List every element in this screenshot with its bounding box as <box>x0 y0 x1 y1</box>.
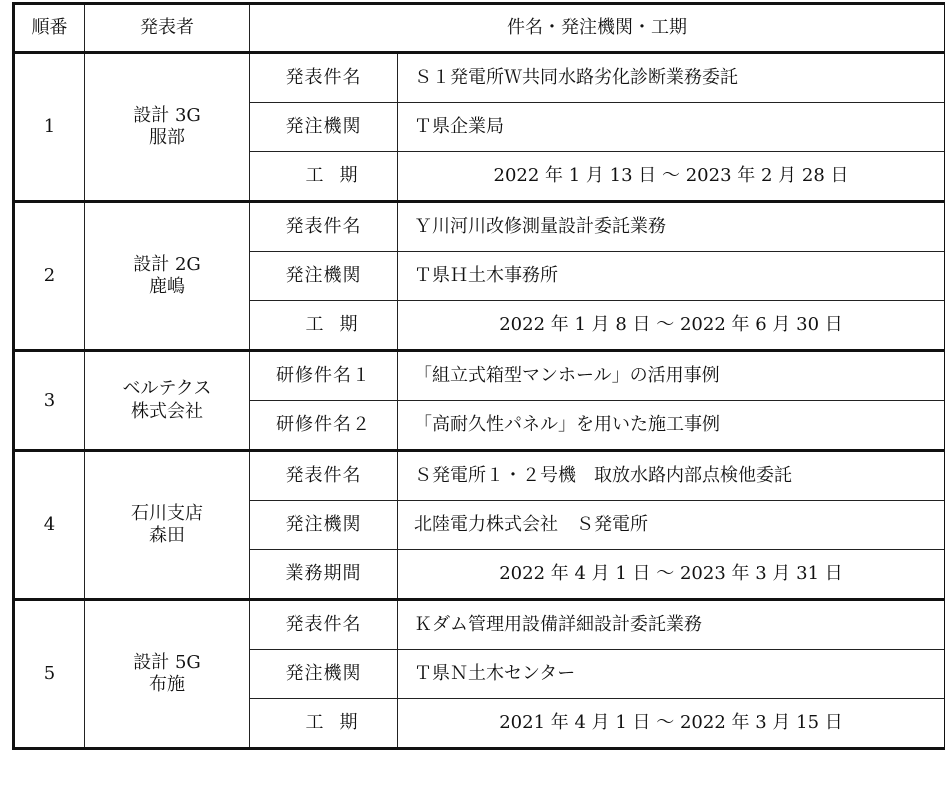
table-row <box>14 53 945 103</box>
header-row <box>14 4 945 53</box>
presenter-cell <box>85 351 250 451</box>
presenter-name: 服部 <box>149 127 185 148</box>
row-number: 1 <box>14 53 85 202</box>
field-value: 「組立式箱型マンホール」の活用事例 <box>398 351 945 401</box>
presenter-company-line1: ベルテクス <box>122 378 212 399</box>
field-label: 発注機関 <box>250 103 398 152</box>
field-value: 北陸電力株式会社 Ｓ発電所 <box>398 501 945 550</box>
table-row <box>14 451 945 501</box>
period-value: 2022 年 1 月 13 日 ～ 2023 年 2 月 28 日 <box>398 152 945 202</box>
presentation-schedule-table <box>12 2 945 750</box>
field-label <box>250 699 398 749</box>
field-label: 発表件名 <box>250 451 398 501</box>
field-label: 研修件名１ <box>250 351 398 401</box>
header-number: 順番 <box>14 4 85 53</box>
row-number: 2 <box>14 202 85 351</box>
table-row <box>14 202 945 252</box>
label-char: 期 <box>339 314 358 336</box>
field-value: Ｋダム管理用設備詳細設計委託業務 <box>398 600 945 650</box>
presenter-cell <box>85 600 250 749</box>
row-number: 3 <box>14 351 85 451</box>
field-label: 発注機関 <box>250 650 398 699</box>
field-value: Ｓ１発電所Ｗ共同水路劣化診断業務委託 <box>398 53 945 103</box>
label-char: 工 <box>305 314 324 336</box>
field-label: 発表件名 <box>250 202 398 252</box>
field-value: Ｓ発電所１・２号機 取放水路内部点検他委託 <box>398 451 945 501</box>
schedule-table-container <box>12 2 944 750</box>
period-value: 2022 年 4 月 1 日 ～ 2023 年 3 月 31 日 <box>398 550 945 600</box>
label-char: 期 <box>339 165 358 187</box>
row-number: 4 <box>14 451 85 600</box>
field-label: 発注機関 <box>250 252 398 301</box>
presenter-dept: 設計 5G <box>133 651 201 673</box>
table-row <box>14 351 945 401</box>
field-value: Ｔ県企業局 <box>398 103 945 152</box>
presenter-cell <box>85 202 250 351</box>
presenter-dept: 石川支店 <box>131 502 203 524</box>
period-value: 2022 年 1 月 8 日 ～ 2022 年 6 月 30 日 <box>398 301 945 351</box>
header-details: 件名・発注機関・工期 <box>250 4 945 53</box>
field-value: 「高耐久性パネル」を用いた施工事例 <box>398 401 945 451</box>
presenter-cell <box>85 53 250 202</box>
label-char: 期 <box>339 712 358 734</box>
presenter-company-line2: 株式会社 <box>131 400 203 422</box>
field-value: Ｙ川河川改修測量設計委託業務 <box>398 202 945 252</box>
period-value: 2021 年 4 月 1 日 ～ 2022 年 3 月 15 日 <box>398 699 945 749</box>
field-label <box>250 301 398 351</box>
field-value: Ｔ県Ｎ土木センター <box>398 650 945 699</box>
label-char: 工 <box>305 712 324 734</box>
field-label: 発注機関 <box>250 501 398 550</box>
presenter-dept: 設計 3G <box>133 104 201 126</box>
presenter-name: 布施 <box>149 674 185 695</box>
presenter-dept: 設計 2G <box>133 253 201 275</box>
field-label: 発表件名 <box>250 600 398 650</box>
field-label: 発表件名 <box>250 53 398 103</box>
row-number: 5 <box>14 600 85 749</box>
header-presenter: 発表者 <box>85 4 250 53</box>
presenter-cell <box>85 451 250 600</box>
presenter-name: 鹿嶋 <box>149 276 185 297</box>
field-label <box>250 152 398 202</box>
label-char: 工 <box>305 165 324 187</box>
field-value: Ｔ県Ｈ土木事務所 <box>398 252 945 301</box>
presenter-name: 森田 <box>149 525 185 546</box>
table-row <box>14 600 945 650</box>
field-label: 業務期間 <box>250 550 398 600</box>
field-label: 研修件名２ <box>250 401 398 451</box>
